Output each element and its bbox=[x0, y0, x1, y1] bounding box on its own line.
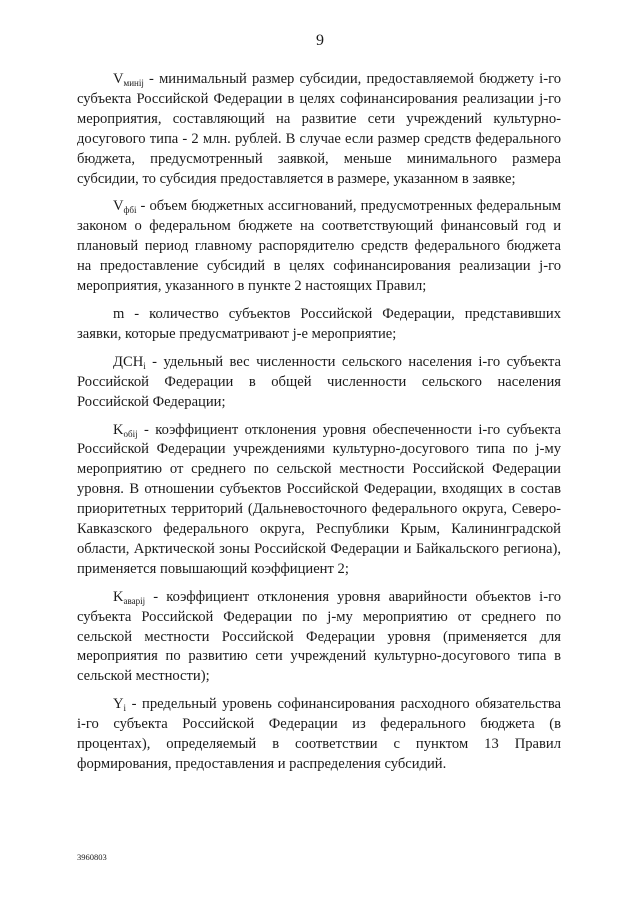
definition-text: - коэффициент отклонения уровня обеспеченности i-го субъекта Российской Федерации учреждениями культурно-досугового типа по j-му мероприятию от среднего по сельской местности Российской Федерации уровня. В отношении субъектов Российской Федерации, входящих в состав приоритетных территорий (Дальневосточного федерального округа, Северо-Кавказского федерального округа, Республики Крым, Калининградской области, Арктической зоны Российской Федерации и Байкальского региона), применяется повышающий коэффициент 2; bbox=[77, 421, 561, 577]
definition-paragraph bbox=[77, 305, 561, 345]
definition-paragraph bbox=[77, 353, 561, 413]
definition-symbol: K bbox=[113, 588, 124, 605]
definition-paragraph bbox=[77, 588, 561, 688]
definition-subscript: i bbox=[143, 360, 146, 371]
definition-subscript: фбi bbox=[123, 205, 137, 216]
page-number: 9 bbox=[316, 32, 324, 49]
definition-paragraph bbox=[77, 70, 561, 189]
document-code: 3960803 bbox=[77, 852, 107, 862]
definition-symbol: ДСН bbox=[113, 353, 144, 370]
definition-subscript: i bbox=[123, 703, 127, 714]
definition-text: - количество субъектов Российской Федерации, представивших заявки, которые предусматривают j-е мероприятие; bbox=[77, 305, 561, 342]
definition-subscript: аварij bbox=[123, 595, 146, 606]
definition-text: - предельный уровень софинансирования расходного обязательства i-го субъекта Российской Федерации из федерального бюджета (в процентах), определяемый в соответствии с пунктом 13 Правил формирования, предоставления и распределения субсидий. bbox=[77, 696, 561, 772]
document-body bbox=[77, 70, 561, 775]
definition-text: - минимальный размер субсидии, предоставляемой бюджету i-го субъекта Российской Федерации в целях софинансирования реализации j-го мероприятия, составляющий на развитие сети учреждений культурно-досугового типа - 2 млн. рублей. В случае если размер средств федерального бюджета, предусмотренный заявкой, меньше минимального размера субсидии, то субсидия предоставляется в размере, указанном в заявке; bbox=[77, 71, 561, 187]
definition-symbol: K bbox=[113, 421, 124, 438]
definition-paragraph bbox=[77, 197, 561, 297]
definition-symbol: V bbox=[113, 71, 124, 87]
definition-symbol: m bbox=[113, 305, 125, 322]
definition-subscript: минij bbox=[123, 78, 144, 88]
definition-subscript: обij bbox=[123, 428, 138, 439]
definition-text: - объем бюджетных ассигнований, предусмотренных федеральным законом о федеральном бюджете на соответствующий финансовый год и плановый период главному распорядителю средств федерального бюджета на предоставление субсидий в целях софинансирования реализации j-го мероприятия, указанного в пункте 2 настоящих Правил; bbox=[77, 198, 561, 295]
definition-text: - коэффициент отклонения уровня аварийности объектов i-го субъекта Российской Федерации по j-му мероприятию от среднего по сельской местности Российской Федерации уровня (применяется для мероприятия по развитию сети учреждений культурно-досугового типа в сельской местности); bbox=[77, 588, 561, 685]
definition-paragraph bbox=[77, 421, 561, 580]
definition-symbol: V bbox=[113, 198, 124, 215]
definition-symbol: Y bbox=[113, 696, 124, 713]
definition-paragraph bbox=[77, 695, 561, 775]
definition-text: - удельный вес численности сельского населения i-го субъекта Российской Федерации в общей численности сельского населения Российской Федерации; bbox=[77, 353, 561, 410]
